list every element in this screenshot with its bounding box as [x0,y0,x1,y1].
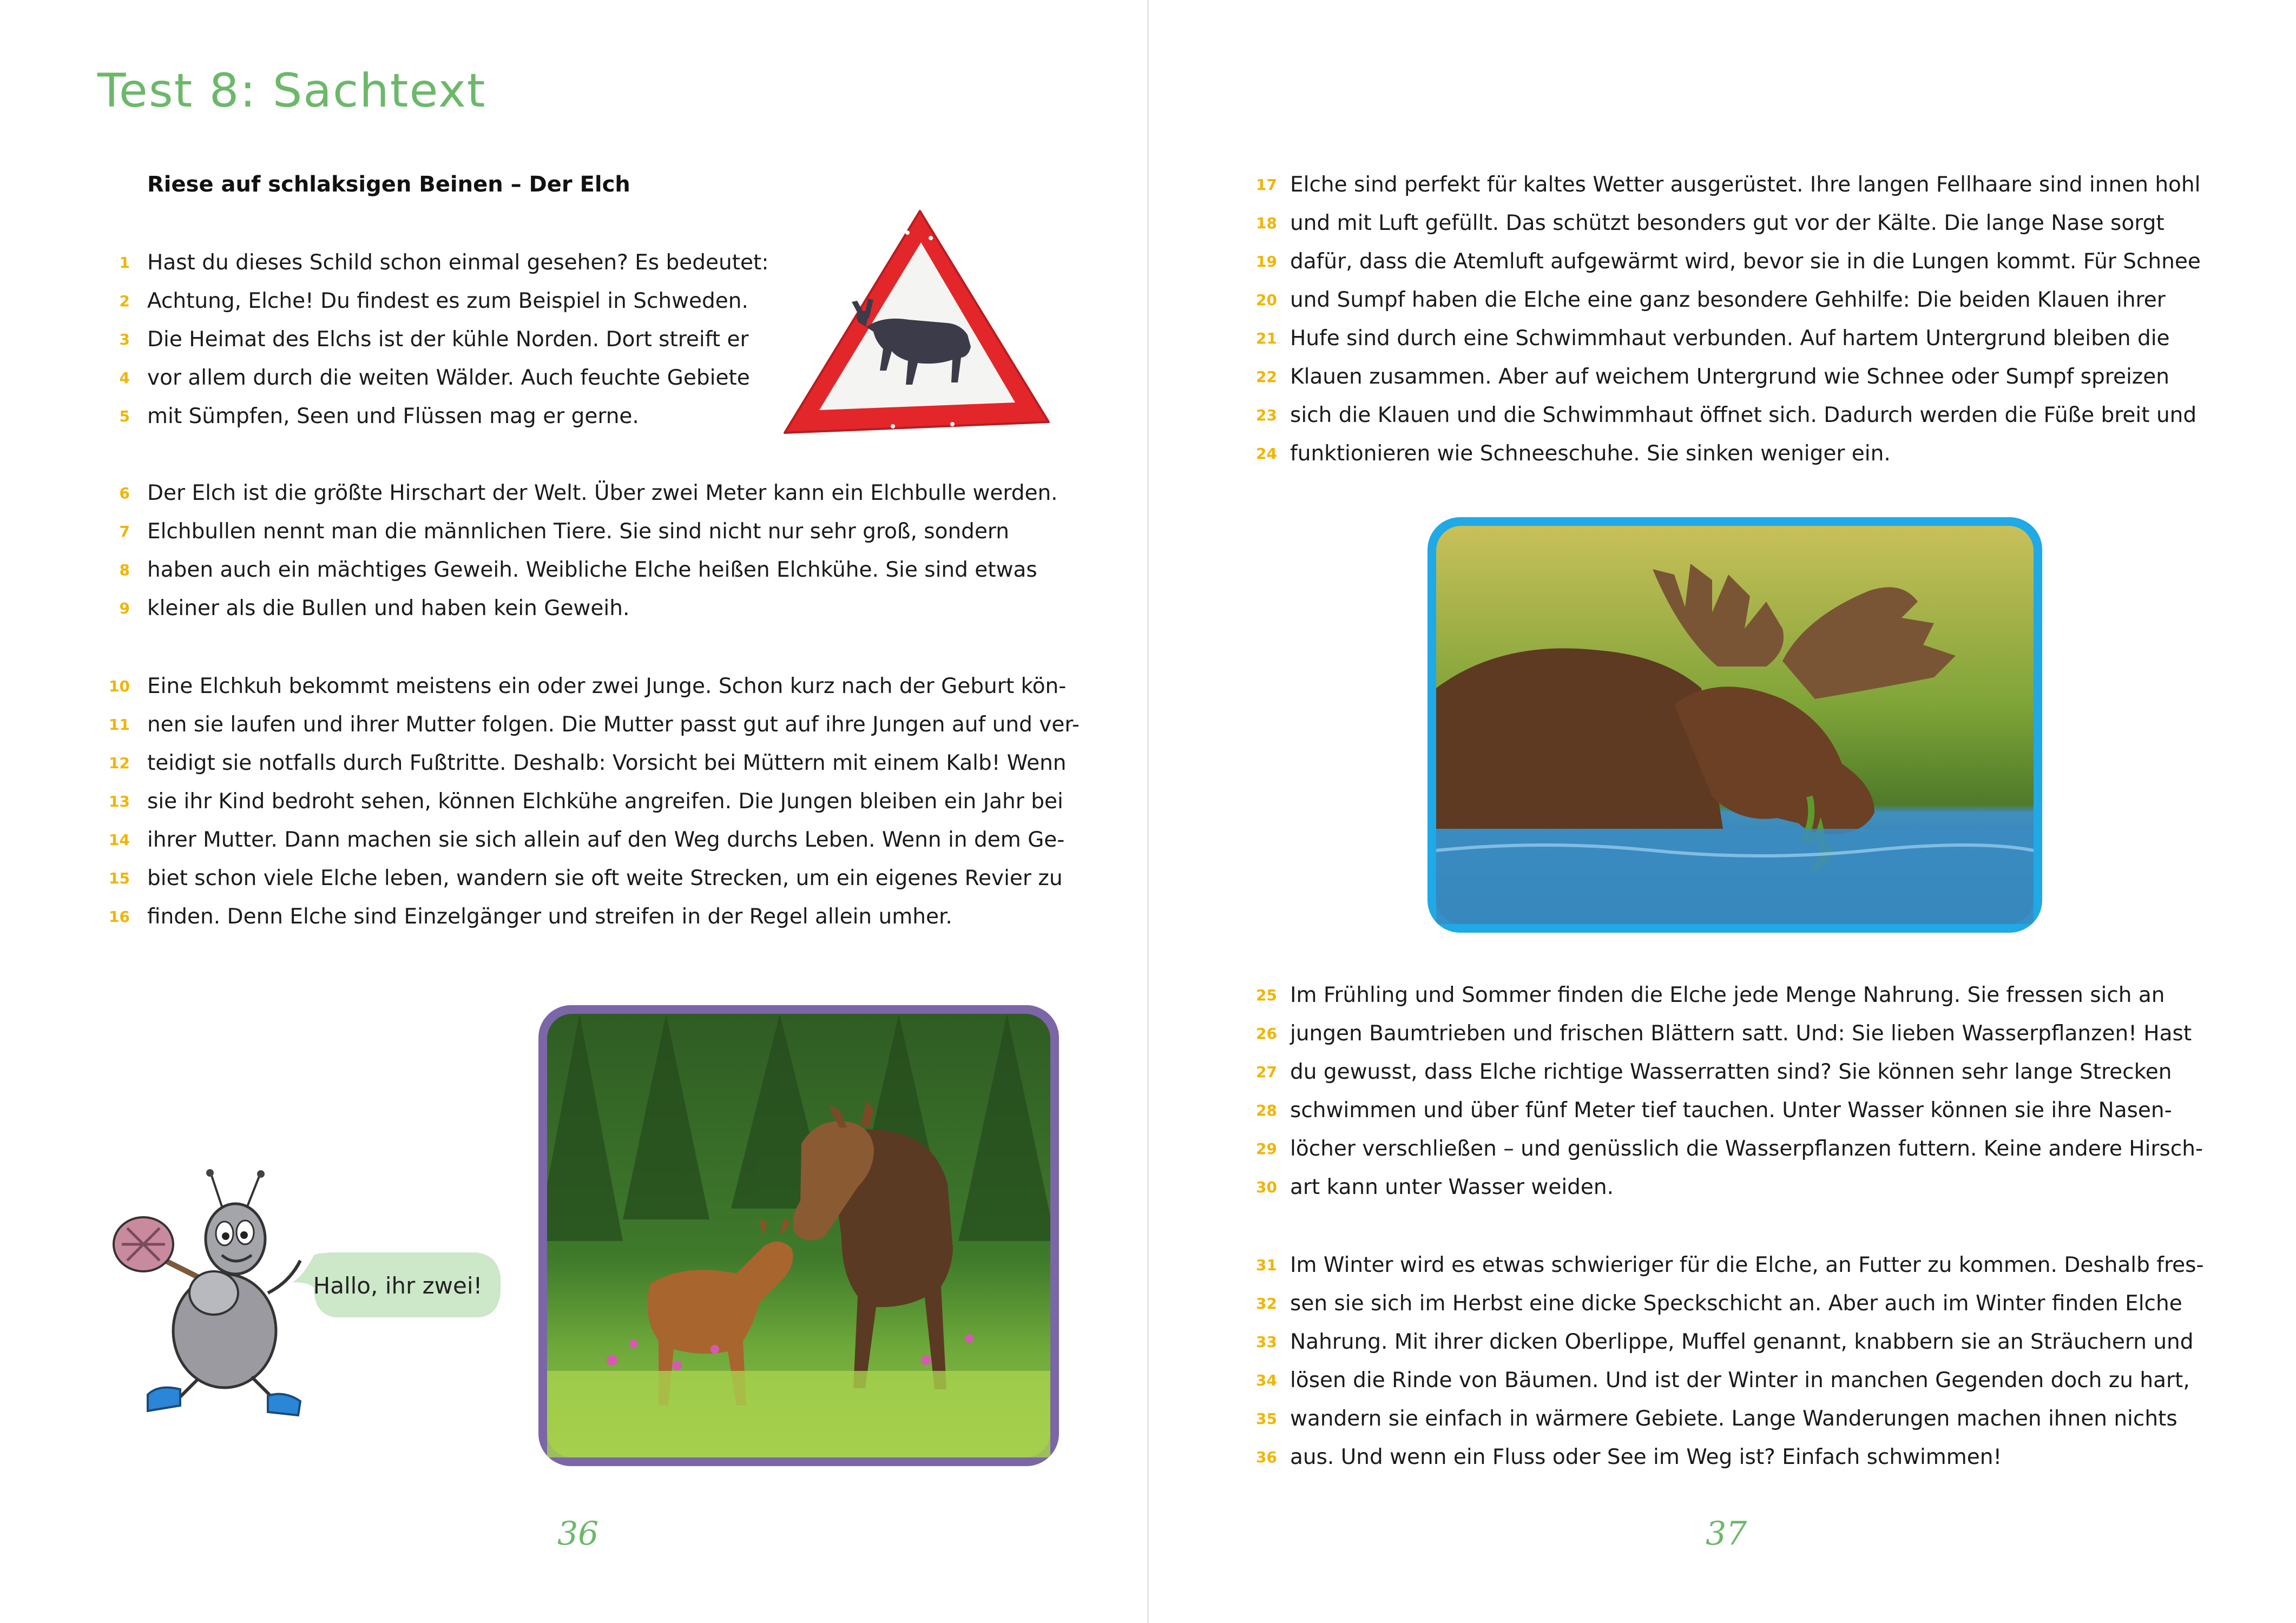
line-number: 16 [109,908,130,926]
line-number: 20 [1256,291,1277,309]
line-number: 35 [1256,1410,1277,1428]
line-text: Elche sind perfekt für kaltes Wetter ausgerüstet. Ihre langen Fellhaare sind innen hohl [1290,173,2201,197]
line-number: 12 [109,754,130,772]
line-number: 29 [1256,1140,1277,1158]
line-text: dafür, dass die Atemluft aufgewärmt wird, bevor sie in die Lungen kommt. Für Schnee [1290,249,2201,274]
line-text: Nahrung. Mit ihrer dicken Oberlippe, Muffel genannt, knabbern sie an Sträuchern und [1290,1330,2194,1354]
line-number: 17 [1256,176,1277,194]
line-number: 15 [109,869,130,887]
line-text: finden. Denn Elche sind Einzelgänger und streifen in der Regel allein umher. [147,905,952,929]
line-number: 18 [1256,214,1277,232]
line-text: Der Elch ist die größte Hirschart der Welt. Über zwei Meter kann ein Elchbulle werden. [147,481,1058,505]
line-number: 8 [119,561,130,579]
line-text: Die Heimat des Elchs ist der kühle Norden. Dort streift er [147,327,749,352]
page-title: Test 8: Sachtext [97,64,486,118]
line-text: jungen Baumtrieben und frischen Blättern satt. Und: Sie lieben Wasserpflanzen! Hast [1290,1021,2192,1046]
line-text: wandern sie einfach in wärmere Gebiete. Lange Wanderungen machen ihnen nichts [1290,1407,2177,1431]
line-number: 23 [1256,406,1277,424]
line-number: 30 [1256,1178,1277,1196]
page-number-right: 37 [1706,1515,1747,1553]
line-number: 36 [1256,1448,1277,1466]
line-text: mit Sümpfen, Seen und Flüssen mag er gerne. [147,404,639,428]
line-text: Im Frühling und Sommer finden die Elche jede Menge Nahrung. Sie fressen sich an [1290,983,2165,1007]
line-number: 6 [119,484,130,502]
line-text: sich die Klauen und die Schwimmhaut öffnet sich. Dadurch werden die Füße breit und [1290,403,2197,427]
speech-bubble-text: Hallo, ihr zwei! [313,1272,483,1299]
line-number: 32 [1256,1295,1277,1312]
line-text: sie ihr Kind bedroht sehen, können Elchkühe angreifen. Die Jungen bleiben ein Jahr bei [147,789,1063,814]
bug-mascot-icon [106,1163,311,1417]
line-text: und Sumpf haben die Elche eine ganz besondere Gehhilfe: Die beiden Klauen ihrer [1290,288,2166,312]
line-number: 31 [1256,1256,1277,1274]
line-number: 13 [109,793,130,810]
moose-mother-calf-photo [538,1005,1059,1466]
line-number: 25 [1256,986,1277,1004]
line-number: 9 [119,599,130,617]
line-number: 7 [119,523,130,540]
moose-in-water-photo [1427,517,2042,933]
line-number: 2 [119,292,130,310]
line-text: haben auch ein mächtiges Geweih. Weibliche Elche heißen Elchkühe. Sie sind etwas [147,558,1037,582]
line-text: lösen die Rinde von Bäumen. Und ist der Winter in manchen Gegenden doch zu hart, [1290,1368,2190,1393]
line-text: löcher verschließen – und genüsslich die Wasserpflanzen futtern. Keine andere Hirsch- [1290,1137,2203,1161]
line-number: 4 [119,369,130,387]
line-number: 1 [119,254,130,272]
line-number: 22 [1256,368,1277,386]
page-gutter [1147,0,1149,1623]
line-text: aus. Und wenn ein Fluss oder See im Weg ist? Einfach schwimmen! [1290,1445,2002,1469]
line-text: Im Winter wird es etwas schwieriger für die Elche, an Futter zu kommen. Deshalb fres- [1290,1253,2204,1277]
line-text: du gewusst, dass Elche richtige Wasserratten sind? Sie können sehr lange Strecken [1290,1060,2172,1084]
line-text: biet schon viele Elche leben, wandern sie oft weite Strecken, um ein eigenes Revier zu [147,866,1063,890]
line-number: 14 [109,831,130,849]
line-text: Elchbullen nennt man die männlichen Tiere. Sie sind nicht nur sehr groß, sondern [147,519,1010,544]
line-text: Klauen zusammen. Aber auf weichem Untergrund wie Schnee oder Sumpf spreizen [1290,365,2169,389]
line-number: 21 [1256,329,1277,347]
page-number-left: 36 [557,1515,599,1553]
line-number: 26 [1256,1025,1277,1043]
line-number: 24 [1256,445,1277,463]
line-text: nen sie laufen und ihrer Mutter folgen. Die Mutter passt gut auf ihre Jungen auf und ver- [147,712,1080,737]
line-number: 33 [1256,1333,1277,1351]
line-text: Hufe sind durch eine Schwimmhaut verbunden. Auf hartem Untergrund bleiben die [1290,326,2170,351]
line-text: sen sie sich im Herbst eine dicke Speckschicht an. Aber auch im Winter finden Elche [1290,1291,2182,1316]
article-heading: Riese auf schlaksigen Beinen – Der Elch [147,172,630,197]
moose-mother-calf-image [547,1014,1050,1457]
line-text: Achtung, Elche! Du findest es zum Beispiel in Schweden. [147,289,748,313]
moose-in-water-image [1436,526,2034,924]
line-text: ihrer Mutter. Dann machen sie sich allein auf den Weg durchs Leben. Wenn in dem Ge- [147,828,1065,852]
line-text: funktionieren wie Schneeschuhe. Sie sinken weniger ein. [1290,441,1891,466]
line-number: 10 [109,677,130,695]
line-text: art kann unter Wasser weiden. [1290,1175,1614,1199]
line-number: 34 [1256,1371,1277,1389]
line-number: 3 [119,331,130,348]
line-number: 11 [109,716,130,734]
line-text: kleiner als die Bullen und haben kein Geweih. [147,596,630,621]
line-number: 5 [119,407,130,425]
moose-warning-sign-icon [774,200,1055,438]
line-text: Eine Elchkuh bekommt meistens ein oder zwei Junge. Schon kurz nach der Geburt kön- [147,674,1067,698]
line-text: und mit Luft gefüllt. Das schützt besonders gut vor der Kälte. Die lange Nase sorgt [1290,211,2165,235]
line-text: Hast du dieses Schild schon einmal gesehen? Es bedeutet: [147,250,769,275]
line-text: vor allem durch die weiten Wälder. Auch feuchte Gebiete [147,366,750,390]
line-number: 19 [1256,253,1277,270]
line-text: teidigt sie notfalls durch Fußtritte. Deshalb: Vorsicht bei Müttern mit einem Kalb! Wenn [147,751,1067,775]
line-number: 28 [1256,1101,1277,1119]
line-number: 27 [1256,1063,1277,1081]
line-text: schwimmen und über fünf Meter tief tauchen. Unter Wasser können sie ihre Nasen- [1290,1098,2172,1123]
